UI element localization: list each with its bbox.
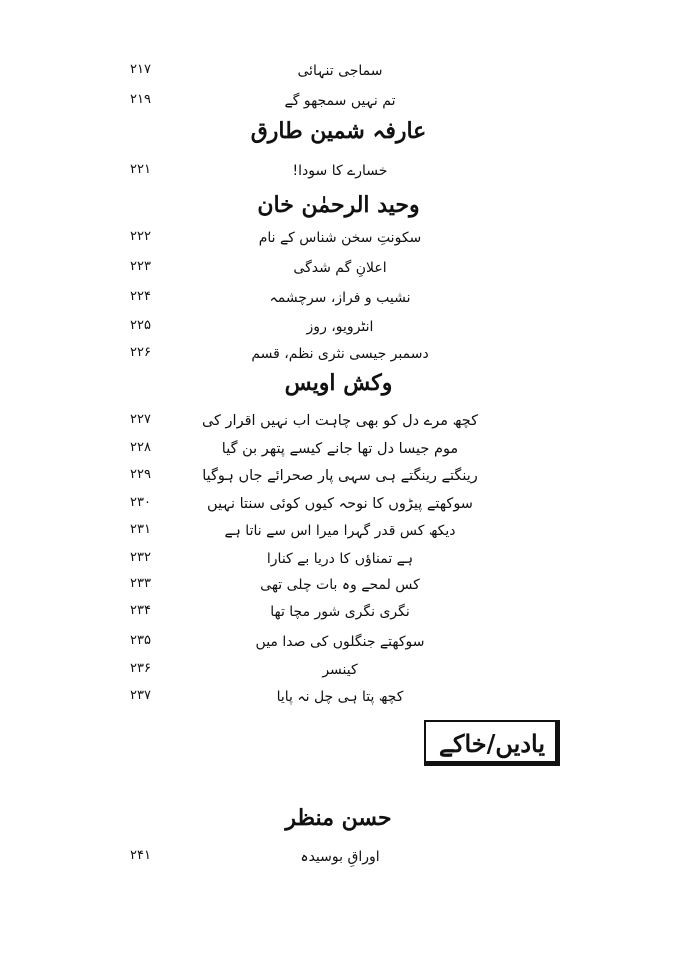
page-number: ۲۲۳ — [130, 259, 151, 274]
entry-title: انٹرویو، روز — [306, 319, 374, 335]
entry-title: خسارے کا سودا! — [292, 163, 388, 179]
toc-entry[interactable] — [120, 631, 560, 655]
entry-title: دسمبر جیسی نثری نظم، قسم — [251, 346, 429, 362]
entry-title: سکونتِ سخن شناس کے نام — [258, 230, 422, 246]
page-number: ۲۳۰ — [130, 495, 151, 510]
entry-title: دیکھ کس قدر گہرا میرا اس سے ناتا ہے — [224, 523, 456, 539]
entry-title: رینگتے رینگتے ہی سہی پار صحرائے جاں ہوگیا — [202, 468, 478, 484]
section-title-box — [418, 716, 566, 772]
entry-title: نگری نگری شور مچا تھا — [270, 604, 410, 620]
entry-title: سماجی تنہائی — [297, 63, 383, 79]
entry-title: کچھ پتا ہی چل نہ پایا — [276, 689, 404, 705]
toc-entry[interactable] — [120, 846, 560, 870]
entry-title: موم جیسا دل تھا جانے کیسے پتھر بن گیا — [221, 441, 459, 457]
page-number: ۲۲۹ — [130, 467, 151, 482]
page-number: ۲۴۱ — [130, 848, 151, 863]
toc-entry[interactable] — [120, 493, 560, 517]
page-number: ۲۳۷ — [130, 688, 151, 703]
page-number: ۲۲۷ — [130, 412, 151, 427]
toc-entry[interactable] — [120, 257, 560, 281]
toc-entry[interactable] — [120, 287, 560, 311]
page-number: ۲۲۸ — [130, 440, 151, 455]
page-number: ۲۳۱ — [130, 522, 151, 537]
page-number: ۲۲۲ — [130, 229, 151, 244]
entry-title: تم نہیں سمجھو گے — [284, 93, 396, 109]
toc-entry[interactable] — [120, 60, 560, 84]
entry-title: سوکھتے جنگلوں کی صدا میں — [255, 634, 425, 650]
author-heading: حسن منظر — [285, 805, 392, 831]
entry-title: کس لمحے وہ بات چلی تھی — [260, 577, 420, 593]
entry-title: اوراقِ بوسیدہ — [300, 849, 380, 865]
section-title: یادیں/خاکے — [438, 728, 546, 758]
toc-entry[interactable] — [120, 343, 560, 367]
toc-entry[interactable] — [120, 227, 560, 251]
toc-entry[interactable] — [120, 520, 560, 544]
toc-entry[interactable] — [120, 316, 560, 340]
page-number: ۲۳۳ — [130, 576, 151, 591]
entry-title: ہے تمناؤں کا دریا بے کنارا — [266, 551, 414, 567]
page-number: ۲۲۶ — [130, 345, 151, 360]
toc-entry[interactable] — [120, 574, 560, 598]
toc-entry[interactable] — [120, 659, 560, 683]
page-number: ۲۳۵ — [130, 633, 151, 648]
toc-entry[interactable] — [120, 548, 560, 572]
author-heading: عارفہ شمین طارق — [250, 118, 427, 144]
toc-entry[interactable] — [120, 465, 560, 489]
page-number: ۲۱۹ — [130, 92, 151, 107]
author-heading: وحید الرحمٰن خان — [257, 192, 420, 218]
page-number: ۲۲۴ — [130, 289, 151, 304]
entry-title: نشیب و فراز، سرچشمہ — [269, 290, 411, 306]
toc-entry[interactable] — [120, 601, 560, 625]
entry-title: کچھ مرے دل کو بھی چاہت اب نہیں اقرار کی — [201, 413, 479, 429]
toc-entry[interactable] — [120, 438, 560, 462]
entry-title: کینسر — [322, 662, 358, 678]
page-number: ۲۳۶ — [130, 661, 151, 676]
author-heading: وکش اویس — [284, 370, 393, 396]
page-number: ۲۲۵ — [130, 318, 151, 333]
entry-title: اعلانِ گم شدگی — [293, 260, 387, 276]
toc-entry[interactable] — [120, 90, 560, 114]
entry-title: سوکھتے پیڑوں کا نوحہ کیوں کوئی سنتا نہیں — [207, 496, 473, 512]
toc-entry[interactable] — [120, 410, 560, 434]
page-number: ۲۱۷ — [130, 62, 151, 77]
page-number: ۲۳۲ — [130, 550, 151, 565]
page-number: ۲۳۴ — [130, 603, 151, 618]
toc-entry[interactable] — [120, 686, 560, 710]
toc-entry[interactable] — [120, 160, 560, 184]
page-number: ۲۲۱ — [130, 162, 151, 177]
